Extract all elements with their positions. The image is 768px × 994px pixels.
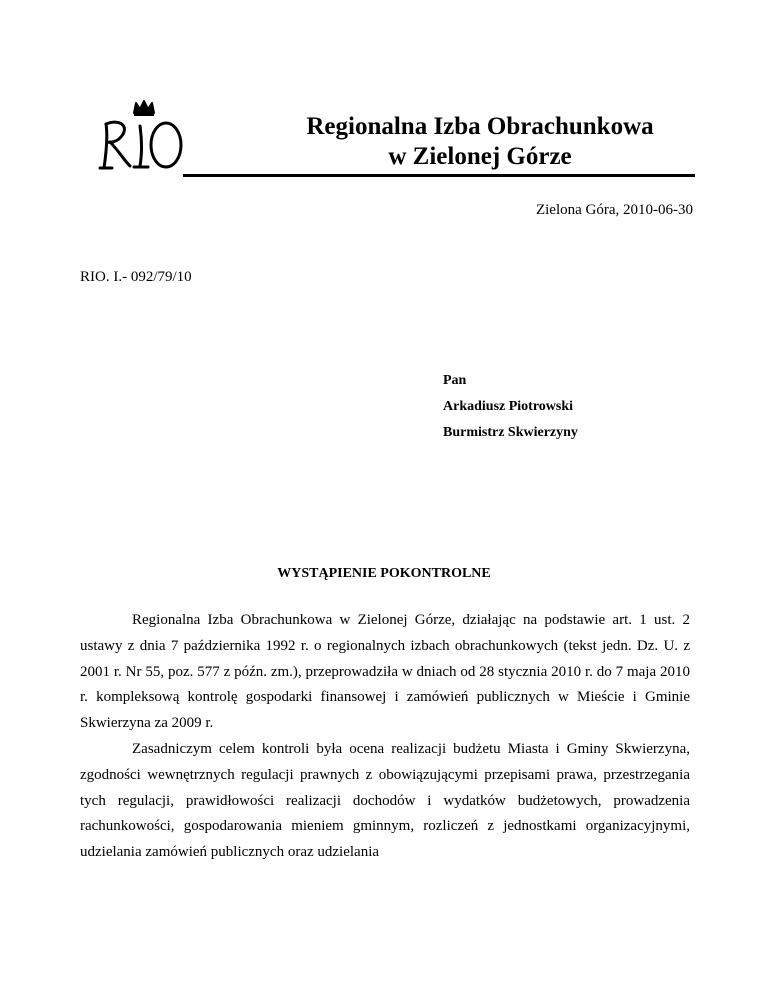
place-date: Zielona Góra, 2010-06-30 <box>535 202 693 218</box>
recipient-block <box>443 368 578 446</box>
recipient-name: Arkadiusz Piotrowski <box>443 399 574 414</box>
recipient-title: Burmistrz Skwierzyny <box>443 425 578 440</box>
body-paragraph: Regionalna Izba Obrachunkowa w Zielonej Górze, działając na podstawie art. 1 ust. 2 ustawy z dnia 7 października 1992 r. o regionalnych izbach obrachunkowych (tekst jedn. Dz. U. z 2001 r. Nr 55, poz. 577 z późn. zm.), przeprowadziła w dniach od 28 stycznia 2010 r. do 7 maja 2010 r. kompleksową kontrolę gospodarki finansowej i zamówień publicznych w Mieście i Gminie Skwierzyna za 2009 r. <box>80 612 690 732</box>
rio-logo <box>96 96 188 176</box>
org-name-line2: w Zielonej Górze <box>388 143 572 170</box>
recipient-salutation: Pan <box>443 373 467 388</box>
crown-icon <box>134 101 154 115</box>
document-title: WYSTĄPIENIE POKONTROLNE <box>277 566 491 581</box>
body-paragraph: Zasadniczym celem kontroli była ocena realizacji budżetu Miasta i Gminy Skwierzyna, zgodności wewnętrznych regulacji prawnych z obowiązującymi przepisami prawa, przestrzegania tych regulacji, prawidłowości realizacji dochodów i wydatków budżetowych, prowadzenia rachunkowości, gospodarowania mieniem gminnym, rozliczeń z jednostkami organizacyjnymi, udzielania zamówień publicznych oraz udzielania <box>80 740 690 861</box>
header-divider <box>183 174 695 177</box>
reference-number: RIO. I.- 092/79/10 <box>80 269 192 285</box>
document-body <box>80 608 690 866</box>
rio-logo-icon <box>96 96 188 176</box>
org-name-line1: Regionalna Izba Obrachunkowa <box>306 113 654 140</box>
organization-title <box>260 112 700 172</box>
